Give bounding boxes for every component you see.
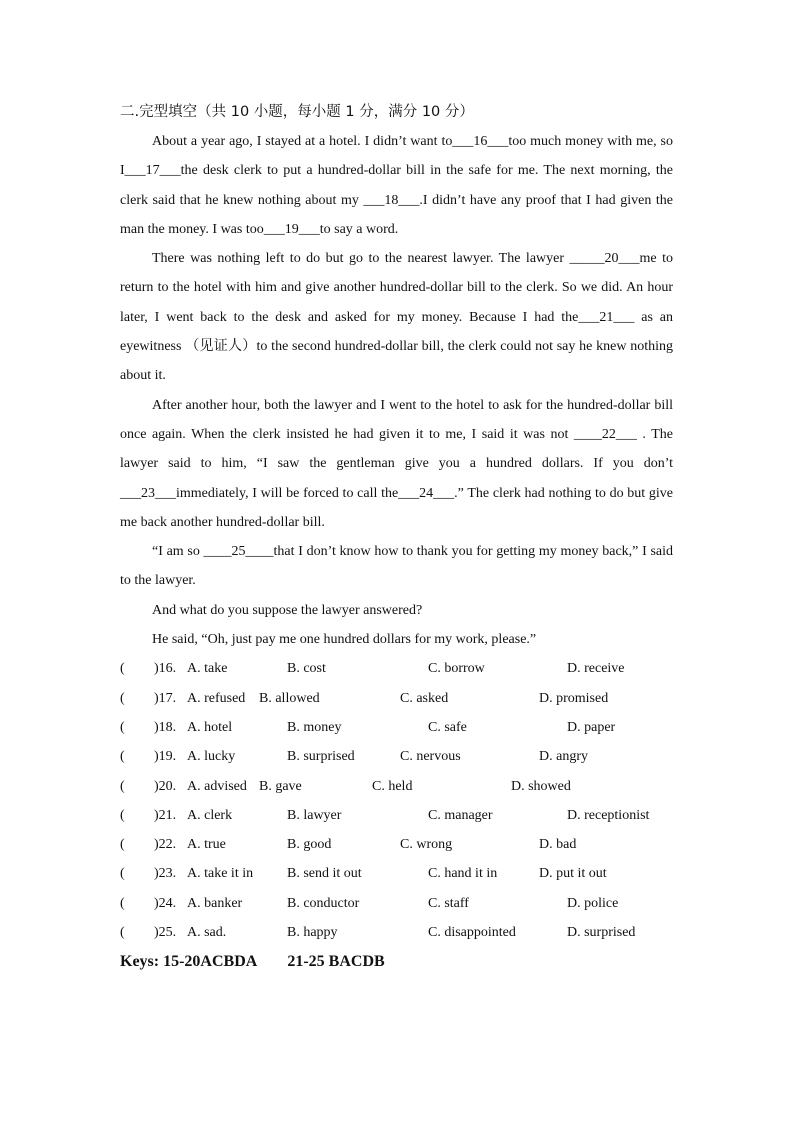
option-d: D. angry [539,749,588,765]
question-number: )24. [154,895,177,911]
question-row-20 [120,772,673,801]
passage-paragraph-3: After another hour, both the lawyer and I went to the hotel to ask for the hundred-dollar bill once again. When the clerk insisted he had given it to me, I said it was not ____22___ . The lawyer said to him, “I saw the gentleman give you a hundred dollars. If you don’t ___23___immediately, I will be forced to call the___24___.” The clerk had nothing to do but give me back another hundred-dollar bill. [120,397,673,530]
answer-blank[interactable]: ( [120,895,125,911]
option-b: B. good [287,837,332,853]
option-c: C. held [372,778,413,794]
passage-paragraph-6: He said, “Oh, just pay me one hundred dollars for my work, please.” [152,632,537,648]
option-d: D. police [567,895,619,911]
passage-paragraph-5: And what do you suppose the lawyer answered? [152,602,423,618]
answer-blank[interactable]: ( [120,925,125,941]
question-number: )25. [154,925,177,941]
answer-blank[interactable]: ( [120,866,125,882]
option-b: B. cost [287,661,326,677]
option-c: C. manager [428,807,493,823]
answer-keys [120,951,673,973]
option-b: B. happy [287,925,338,941]
option-c: C. staff [428,895,469,911]
question-row-21 [120,801,673,830]
option-c: C. disappointed [428,925,516,941]
option-a: A. hotel [187,719,233,735]
option-a: A. true [187,837,226,853]
option-d: D. surprised [567,925,636,941]
question-row-23 [120,859,673,888]
option-d: D. receptionist [567,807,650,823]
answer-blank[interactable]: ( [120,837,125,853]
option-b: B. gave [259,778,302,794]
option-d: D. bad [539,837,577,853]
question-number: )21. [154,807,177,823]
option-c: C. wrong [400,837,453,853]
answer-keys-part2: 21-25 BACDB [287,953,385,971]
option-a: A. sad. [187,925,227,941]
question-number: )20. [154,778,177,794]
question-number: )17. [154,690,177,706]
option-c: C. safe [428,719,467,735]
answer-blank[interactable]: ( [120,749,125,765]
question-number: )19. [154,749,177,765]
question-row-19 [120,742,673,771]
option-d: D. showed [511,778,571,794]
option-d: D. put it out [539,866,607,882]
question-options [120,654,673,947]
document-page [120,98,673,973]
passage-paragraph-4: “I am so ____25____that I don’t know how to thank you for getting my money back,” I said to the lawyer. [120,544,673,589]
option-a: A. banker [187,895,243,911]
option-b: B. surprised [287,749,355,765]
option-d: D. paper [567,719,616,735]
option-c: C. hand it in [428,866,498,882]
option-b: B. money [287,719,342,735]
question-row-18 [120,713,673,742]
option-d: D. receive [567,661,625,677]
answer-blank[interactable]: ( [120,690,125,706]
answer-blank[interactable]: ( [120,778,125,794]
option-c: C. nervous [400,749,461,765]
question-number: )18. [154,719,177,735]
option-b: B. allowed [259,690,320,706]
answer-blank[interactable]: ( [120,661,125,677]
option-b: B. conductor [287,895,360,911]
answer-blank[interactable]: ( [120,719,125,735]
answer-keys-part1: Keys: 15-20ACBDA [120,953,258,971]
passage-paragraph-2: There was nothing left to do but go to the nearest lawyer. The lawyer _____20___me to return to the hotel with him and give another hundred-dollar bill to the clerk. So we did. An hour later, I went back to the desk and asked for my money. Because I had the___21___ as an eyewitness （见证人）to the second hundred-dollar bill, the clerk could not say he knew nothing about it. [120,251,673,384]
option-a: A. advised [187,778,247,794]
question-number: )22. [154,837,177,853]
option-b: B. lawyer [287,807,342,823]
question-row-16 [120,654,673,683]
passage-paragraph-1: About a year ago, I stayed at a hotel. I didn’t want to___16___too much money with me, so I___17___the desk clerk to put a hundred-dollar bill in the safe for me. The next morning, the clerk said that he knew nothing about my ___18___.I didn’t have any proof that I had given the man the money. I was too___19___to say a word. [120,134,673,237]
option-d: D. promised [539,690,609,706]
option-a: A. refused [187,690,246,706]
option-a: A. take [187,661,228,677]
option-a: A. lucky [187,749,236,765]
option-c: C. borrow [428,661,485,677]
answer-blank[interactable]: ( [120,807,125,823]
question-row-24 [120,889,673,918]
section-title: 二.完型填空（共 10 小题，每小题 1 分，满分 10 分） [120,104,474,120]
option-a: A. clerk [187,807,233,823]
question-number: )16. [154,661,177,677]
cloze-passage [120,127,673,654]
option-a: A. take it in [187,866,254,882]
question-number: )23. [154,866,177,882]
question-row-22 [120,830,673,859]
option-b: B. send it out [287,866,362,882]
option-c: C. asked [400,690,449,706]
question-row-17 [120,684,673,713]
question-row-25 [120,918,673,947]
